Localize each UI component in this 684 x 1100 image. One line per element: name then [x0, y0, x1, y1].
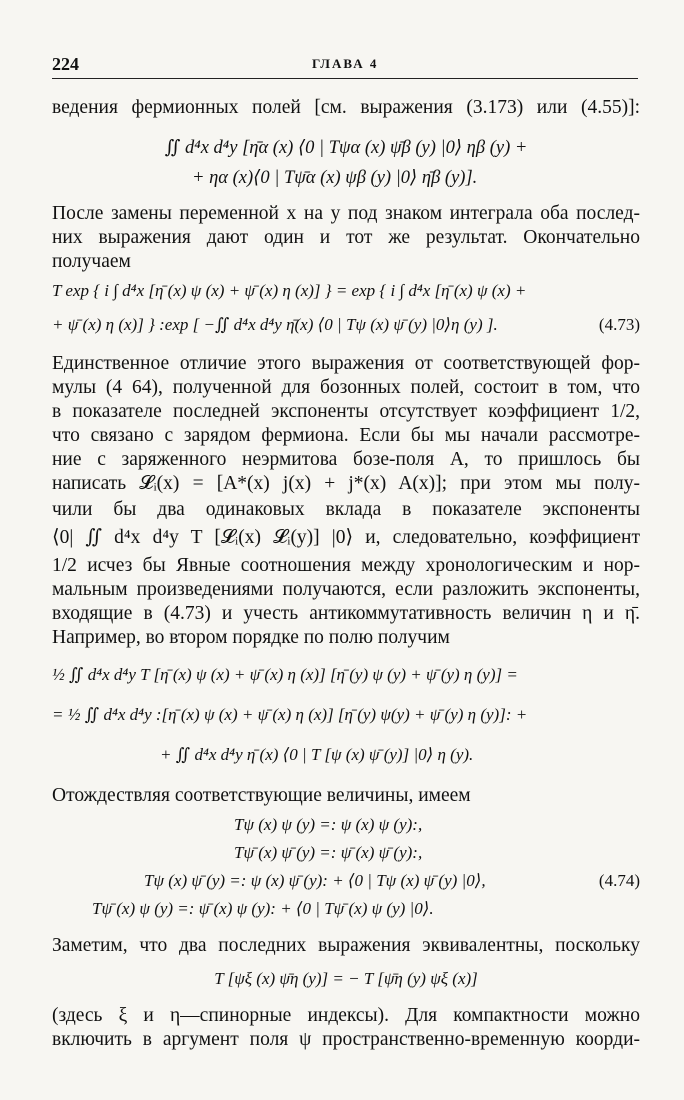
text-line: ведения фермионных полей [см. выражения (3.173) или (4.55)]: [52, 97, 640, 118]
equation-line: + ηα (x)⟨0 | Tψ̄α (x) ψβ (y) |0⟩ η̄β (y)]. [192, 168, 478, 188]
equation-line: + ψ̄ (x) η (x)] } :exp [ −∬ d⁴x d⁴y η̄(x) ⟨0 | Tψ (x) ψ̄ (y) |0⟩η (y) ]. [52, 315, 498, 334]
text-line: Единственное отличие этого выражения от соответствующей фор- [52, 353, 640, 374]
equation-line: = ½ ∬ d⁴x d⁴y :[η̄ (x) ψ (x) + ψ̄ (x) η (x)] [η̄ (y) ψ(y) + ψ̄ (y) η (y)]: + [52, 705, 528, 724]
text-line: написать 𝓛ᵢ(x) = [A*(x) j(x) + j*(x) A(x)]; при этом мы полу- [52, 473, 640, 494]
text-line: включить в аргумент поля ψ пространственно-временную коорди- [52, 1029, 640, 1050]
equation-line: + ∬ d⁴x d⁴y η̄ (x) ⟨0 | T [ψ (x) ψ̄ (y)] |0⟩ η (y). [160, 745, 474, 764]
text-line: чили бы два одинаковых вклада в показателе экспоненты [52, 499, 640, 520]
text-line: в показателе последней экспоненты отсутствует коэффициент 1/2, [52, 401, 640, 422]
equation-line: Tψ (x) ψ̄ (y) =: ψ (x) ψ̄ (y): + ⟨0 | Tψ (x) ψ̄ (y) |0⟩, [144, 871, 486, 890]
text-line: что связано с зарядом фермиона. Если бы мы начали рассмотре- [52, 425, 640, 446]
text-line: (здесь ξ и η—спинорные индексы). Для компактности можно [52, 1005, 640, 1026]
text-line: Отождествляя соответствующие величины, имеем [52, 785, 471, 806]
text-line: мулы (4 64), полученной для бозонных полей, состоит в том, что [52, 377, 640, 398]
page-header [52, 52, 638, 79]
equation-line: T [ψξ (x) ψ̄η (y)] = − T [ψ̄η (y) ψξ (x)] [214, 969, 478, 988]
text-line: 1/2 исчез бы Явные соотношения между хронологическим и нор- [52, 555, 640, 576]
equation-line: Tψ̄ (x) ψ (y) =: ψ̄ (x) ψ (y): + ⟨0 | Tψ̄ (x) ψ (y) |0⟩. [92, 899, 434, 918]
text-line: входящие в (4.73) и учесть антикоммутативность величин η и η̄. [52, 603, 640, 624]
text-line: Заметим, что два последних выражения эквивалентны, поскольку [52, 935, 640, 956]
text-line: ние с заряженного неэрмитова бозе-поля A, то пришлось бы [52, 449, 640, 470]
chapter-title: ГЛАВА 4 [312, 56, 379, 71]
text-line: Например, во втором порядке по полю получим [52, 627, 450, 648]
equation-line: Tψ (x) ψ (y) =: ψ (x) ψ (y):, [234, 815, 423, 834]
equation-line: ½ ∬ d⁴x d⁴y T [η̄ (x) ψ (x) + ψ̄ (x) η (x)] [η̄ (y) ψ (y) + ψ̄ (y) η (y)] = [52, 665, 518, 684]
text-line: получаем [52, 251, 131, 272]
text-line: мальным произведениями получаются, если разложить экспоненты, [52, 579, 640, 600]
text-line: После замены переменной x на y под знаком интеграла оба послед- [52, 203, 640, 224]
text-line: них выражения дают один и тот же результат. Окончательно [52, 227, 640, 248]
equation-line: T exp { i ∫ d⁴x [η̄ (x) ψ (x) + ψ̄ (x) η (x)] } = exp { i ∫ d⁴x [η̄ (x) ψ (x) + [52, 281, 527, 300]
equation-line: ∬ d⁴x d⁴y [η̄α (x) ⟨0 | Tψα (x) ψ̄β (y) |0⟩ ηβ (y) + [164, 138, 528, 158]
equation-number: (4.73) [598, 315, 640, 334]
equation-line: Tψ̄ (x) ψ̄ (y) =: ψ̄ (x) ψ̄ (y):, [234, 843, 423, 862]
equation-number: (4.74) [598, 871, 640, 890]
page-number: 224 [52, 54, 79, 74]
text-line: ⟨0| ∬ d⁴x d⁴y T [𝓛ᵢ(x) 𝓛ᵢ(y)] |0⟩ и, следовательно, коэффициент [52, 527, 640, 548]
